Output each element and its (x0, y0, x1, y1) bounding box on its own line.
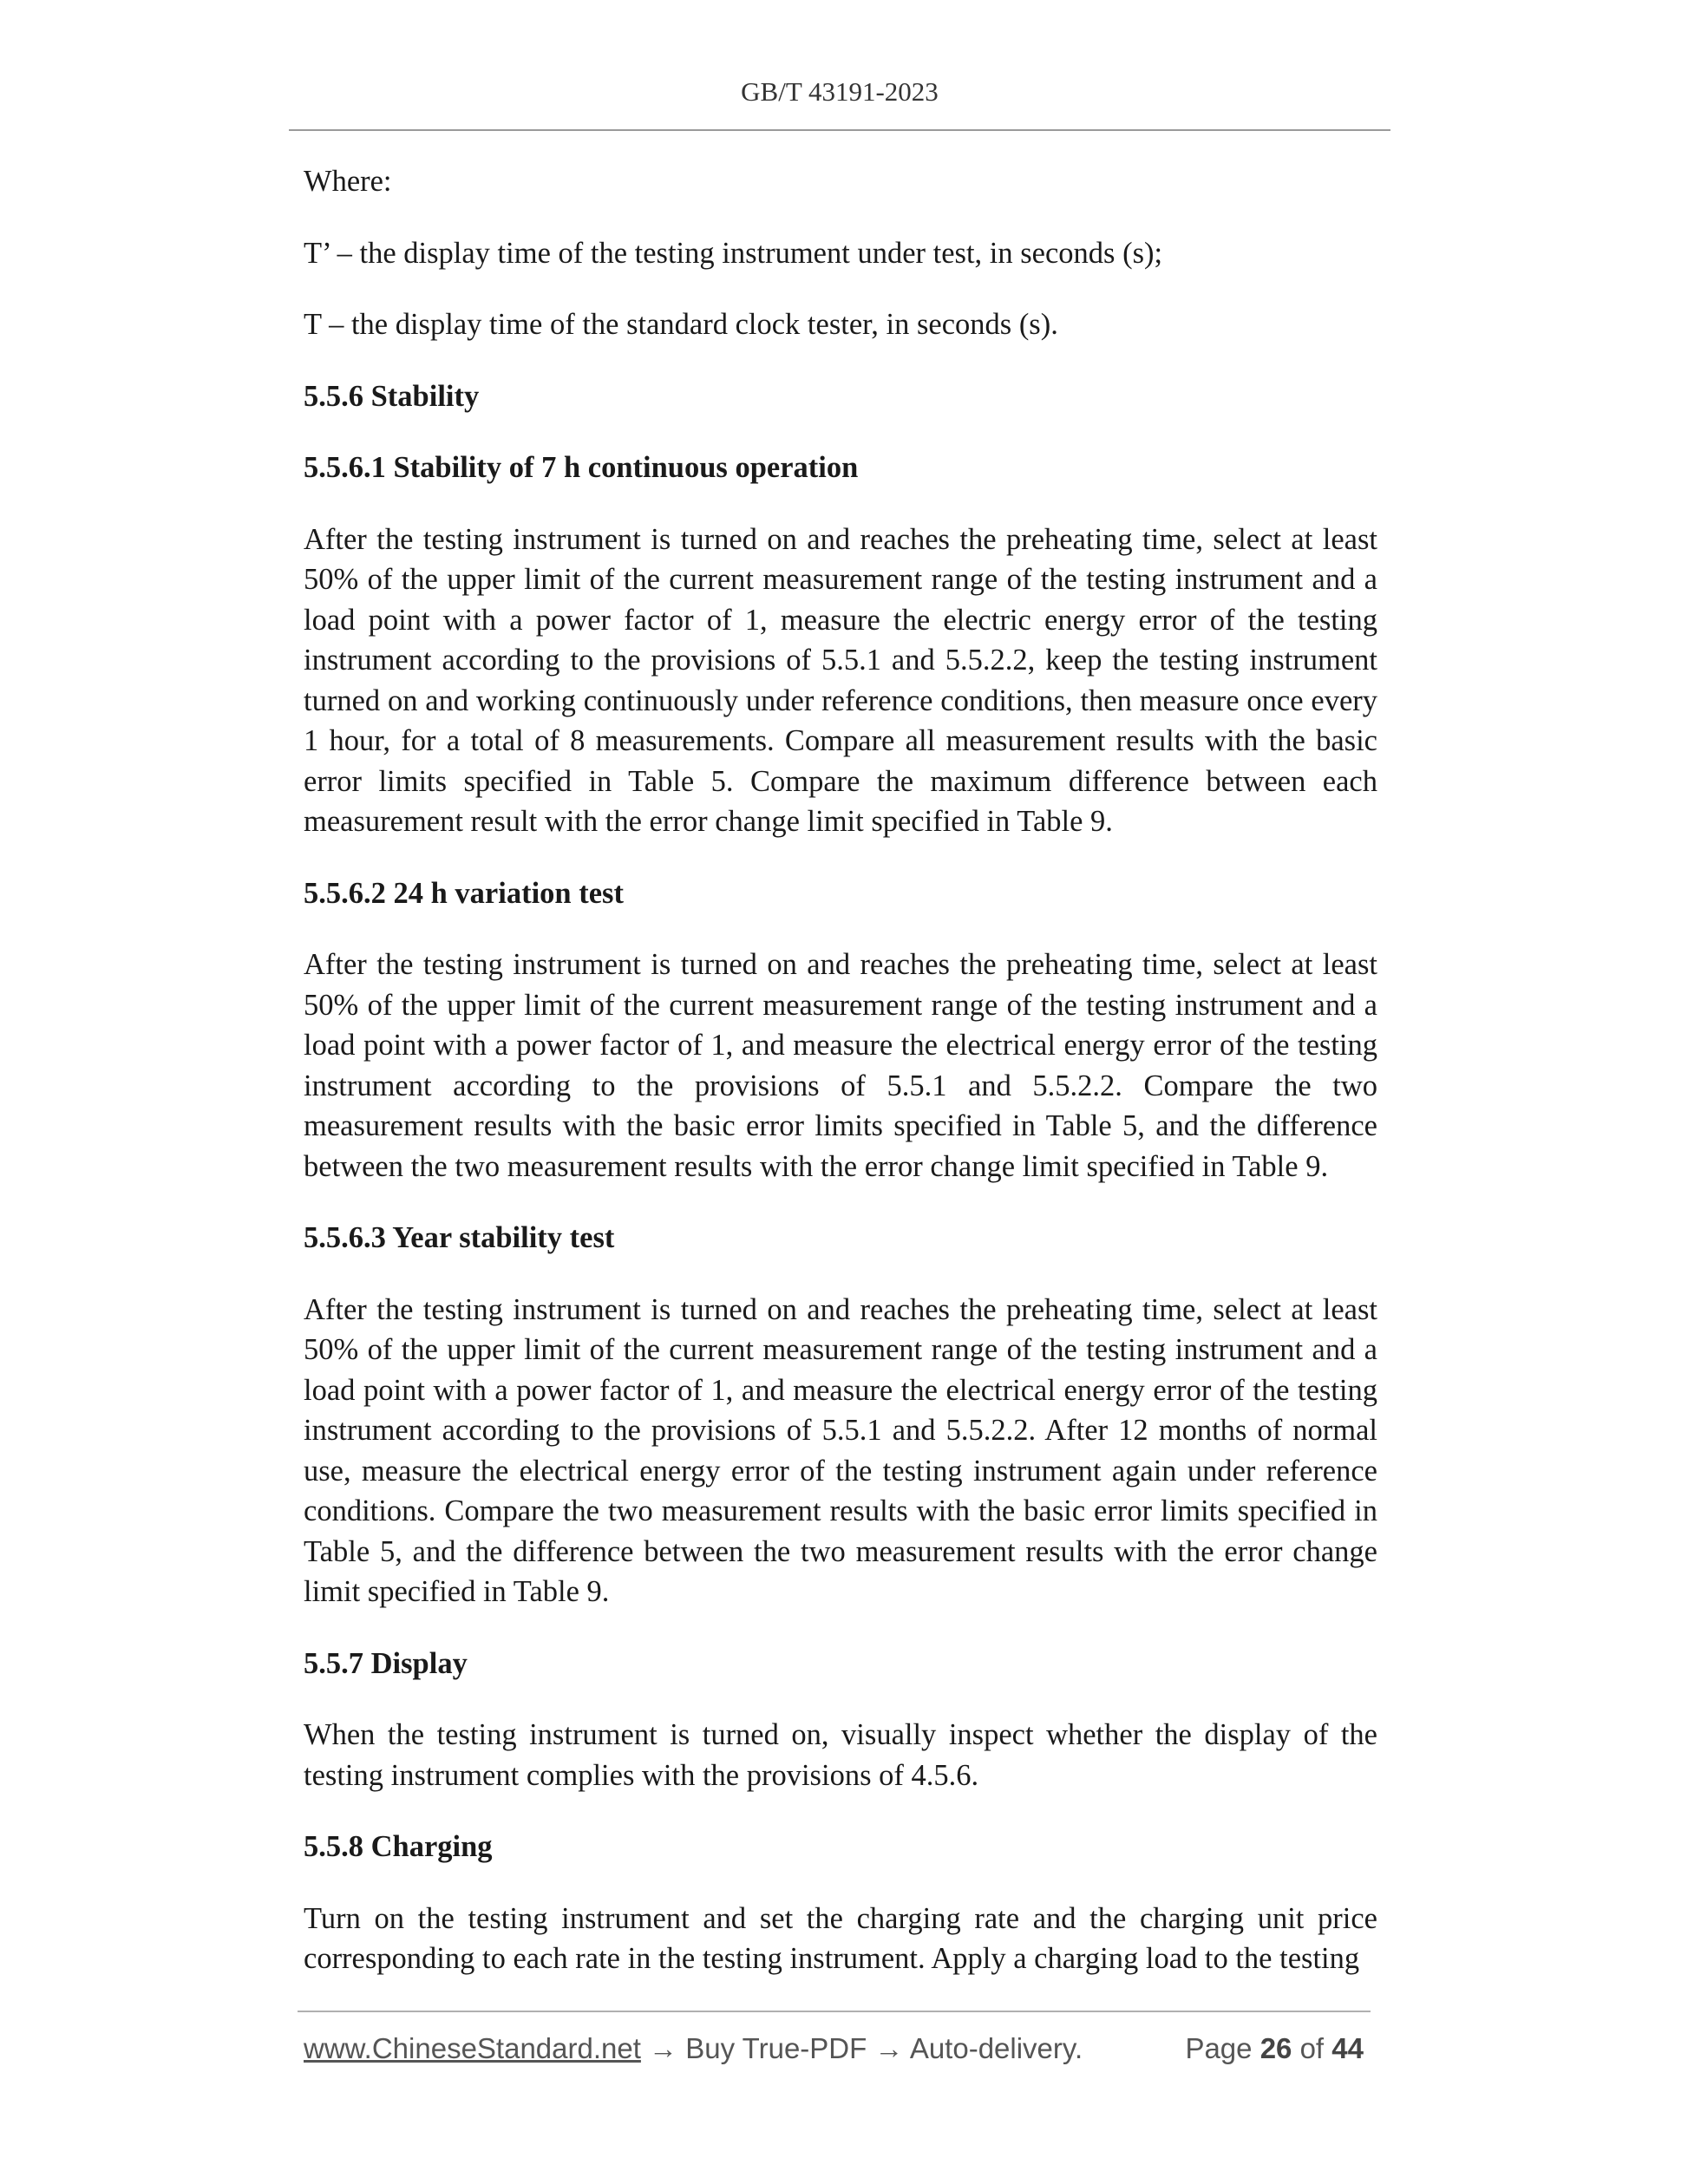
heading-5-5-7: 5.5.7 Display (304, 1646, 468, 1680)
document-body (304, 161, 1377, 2011)
site-link[interactable]: www.ChineseStandard.net (304, 2032, 641, 2064)
page-indicator (1185, 2028, 1364, 2070)
footer-promo (304, 2028, 1083, 2070)
paragraph-5-5-8: Turn on the testing instrument and set the charging rate and the charging unit price corresponding to each rate in the testing instrument. Apply a charging load to the testing (304, 1901, 1377, 1975)
heading-5-5-6-1: 5.5.6.1 Stability of 7 h continuous operation (304, 451, 859, 484)
where-label: Where: (304, 165, 392, 198)
page-footer (304, 2028, 1371, 2070)
of-label: of (1299, 2032, 1325, 2064)
heading-5-5-6-2: 5.5.6.2 24 h variation test (304, 876, 624, 910)
paragraph-5-5-6-3: After the testing instrument is turned on and reaches the preheating time, select at least 50% of the upper limit of the current measurement range of the testing instrument and a load point with a power factor of 1, and measure the electrical energy error of the testing instrument according to the provisions of 5.5.1 and 5.5.2.2. After 12 months of normal use, measure the electrical energy error of the testing instrument again under reference conditions. Compare the two measurement results with the basic error limits specified in Table 5, and the difference between the two measurement results with the error change limit specified in Table 9. (304, 1292, 1377, 1608)
heading-5-5-6: 5.5.6 Stability (304, 379, 480, 413)
running-header: GB/T 43191-2023 (741, 76, 939, 107)
heading-5-5-6-3: 5.5.6.3 Year stability test (304, 1221, 615, 1254)
promo-text: → Buy True-PDF → Auto-delivery. (640, 2032, 1083, 2064)
total-pages: 44 (1331, 2032, 1364, 2064)
page-number: 26 (1259, 2032, 1292, 2064)
paragraph-5-5-7: When the testing instrument is turned on, visually inspect whether the display of the testing instrument complies with the provisions of 4.5.6. (304, 1718, 1377, 1792)
heading-5-5-8: 5.5.8 Charging (304, 1830, 493, 1863)
definition-t-prime: T’ – the display time of the testing instrument under test, in seconds (s); (304, 236, 1163, 270)
header-divider (289, 129, 1390, 131)
paragraph-5-5-6-2: After the testing instrument is turned on and reaches the preheating time, select at least 50% of the upper limit of the current measurement range of the testing instrument and a load point with a power factor of 1, and measure the electrical energy error of the testing instrument according to the provisions of 5.5.1 and 5.5.2.2. Compare the two measurement results with the basic error limits specified in Table 5, and the difference between the two measurement results with the error change limit specified in Table 9. (304, 948, 1377, 1183)
page-label: Page (1185, 2032, 1253, 2064)
footer-divider (298, 2011, 1371, 2012)
definition-t: T – the display time of the standard clock tester, in seconds (s). (304, 308, 1058, 341)
paragraph-5-5-6-1: After the testing instrument is turned on and reaches the preheating time, select at least 50% of the upper limit of the current measurement range of the testing instrument and a load point with a power factor of 1, measure the electric energy error of the testing instrument according to the provisions of 5.5.1 and 5.5.2.2, keep the testing instrument turned on and working continuously under reference conditions, then measure once every 1 hour, for a total of 8 measurements. Compare all measurement results with the basic error limits specified in Table 5. Compare the maximum difference between each measurement result with the error change limit specified in Table 9. (304, 522, 1377, 838)
